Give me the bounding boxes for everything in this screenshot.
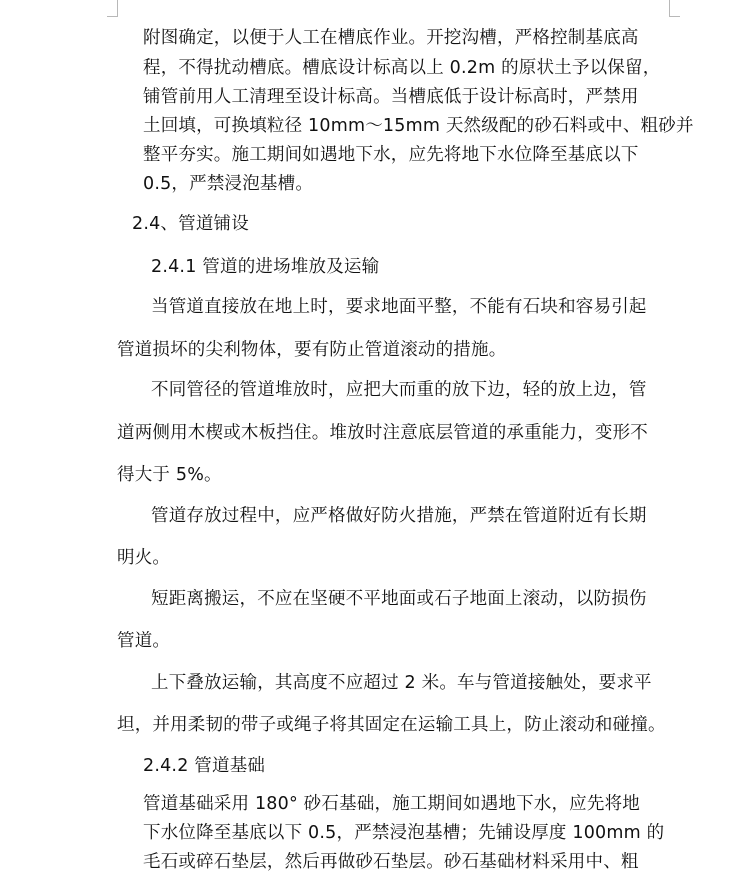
- text-line: 坦，并用柔韧的带子或绳子将其固定在运输工具上，防止滚动和碰撞。: [117, 715, 666, 735]
- section-heading-2-4-2: 2.4.2 管道基础: [143, 756, 266, 776]
- text-line: 管道。: [117, 631, 171, 651]
- text-line: 不同管径的管道堆放时，应把大而重的放下边，轻的放上边，管: [151, 380, 647, 400]
- text-line: 整平夯实。施工期间如遇地下水，应先将地下水位降至基底以下: [143, 145, 639, 165]
- text-line: 附图确定，以便于人工在槽底作业。开挖沟槽，严格控制基底高: [143, 28, 639, 48]
- text-line: 铺管前用人工清理至设计标高。当槽底低于设计标高时，严禁用: [143, 87, 639, 107]
- text-line: 明火。: [117, 548, 171, 568]
- text-line: 0.5，严禁浸泡基槽。: [143, 174, 314, 194]
- text-line: 毛石或碎石垫层，然后再做砂石垫层。砂石基础材料采用中、粗: [143, 852, 639, 872]
- text-line: 当管道直接放在地上时，要求地面平整，不能有石块和容易引起: [151, 297, 647, 317]
- section-heading-2-4: 2.4、管道铺设: [132, 214, 249, 234]
- text-line: 土回填，可换填粒径 10mm～15mm 天然级配的砂石料或中、粗砂并: [143, 116, 694, 136]
- text-line: 下水位降至基底以下 0.5，严禁浸泡基槽；先铺设厚度 100mm 的: [143, 823, 665, 843]
- text-line: 管道基础采用 180° 砂石基础，施工期间如遇地下水，应先将地: [143, 794, 640, 814]
- text-line: 管道损坏的尖利物体，要有防止管道滚动的措施。: [117, 340, 507, 360]
- text-line: 短距离搬运，不应在坚硬不平地面或石子地面上滚动，以防损伤: [151, 589, 647, 609]
- text-line: 得大于 5%。: [117, 465, 222, 485]
- text-line: 管道存放过程中，应严格做好防火措施，严禁在管道附近有长期: [151, 506, 647, 526]
- text-line: 道两侧用木楔或木板挡住。堆放时注意底层管道的承重能力，变形不: [117, 423, 648, 443]
- page-corner-mark-left: [107, 0, 118, 17]
- section-heading-2-4-1: 2.4.1 管道的进场堆放及运输: [151, 257, 380, 277]
- text-line: 上下叠放运输，其高度不应超过 2 米。车与管道接触处，要求平: [151, 673, 652, 693]
- page-corner-mark-right: [669, 0, 680, 17]
- text-line: 程，不得扰动槽底。槽底设计标高以上 0.2m 的原状土予以保留，: [143, 58, 661, 78]
